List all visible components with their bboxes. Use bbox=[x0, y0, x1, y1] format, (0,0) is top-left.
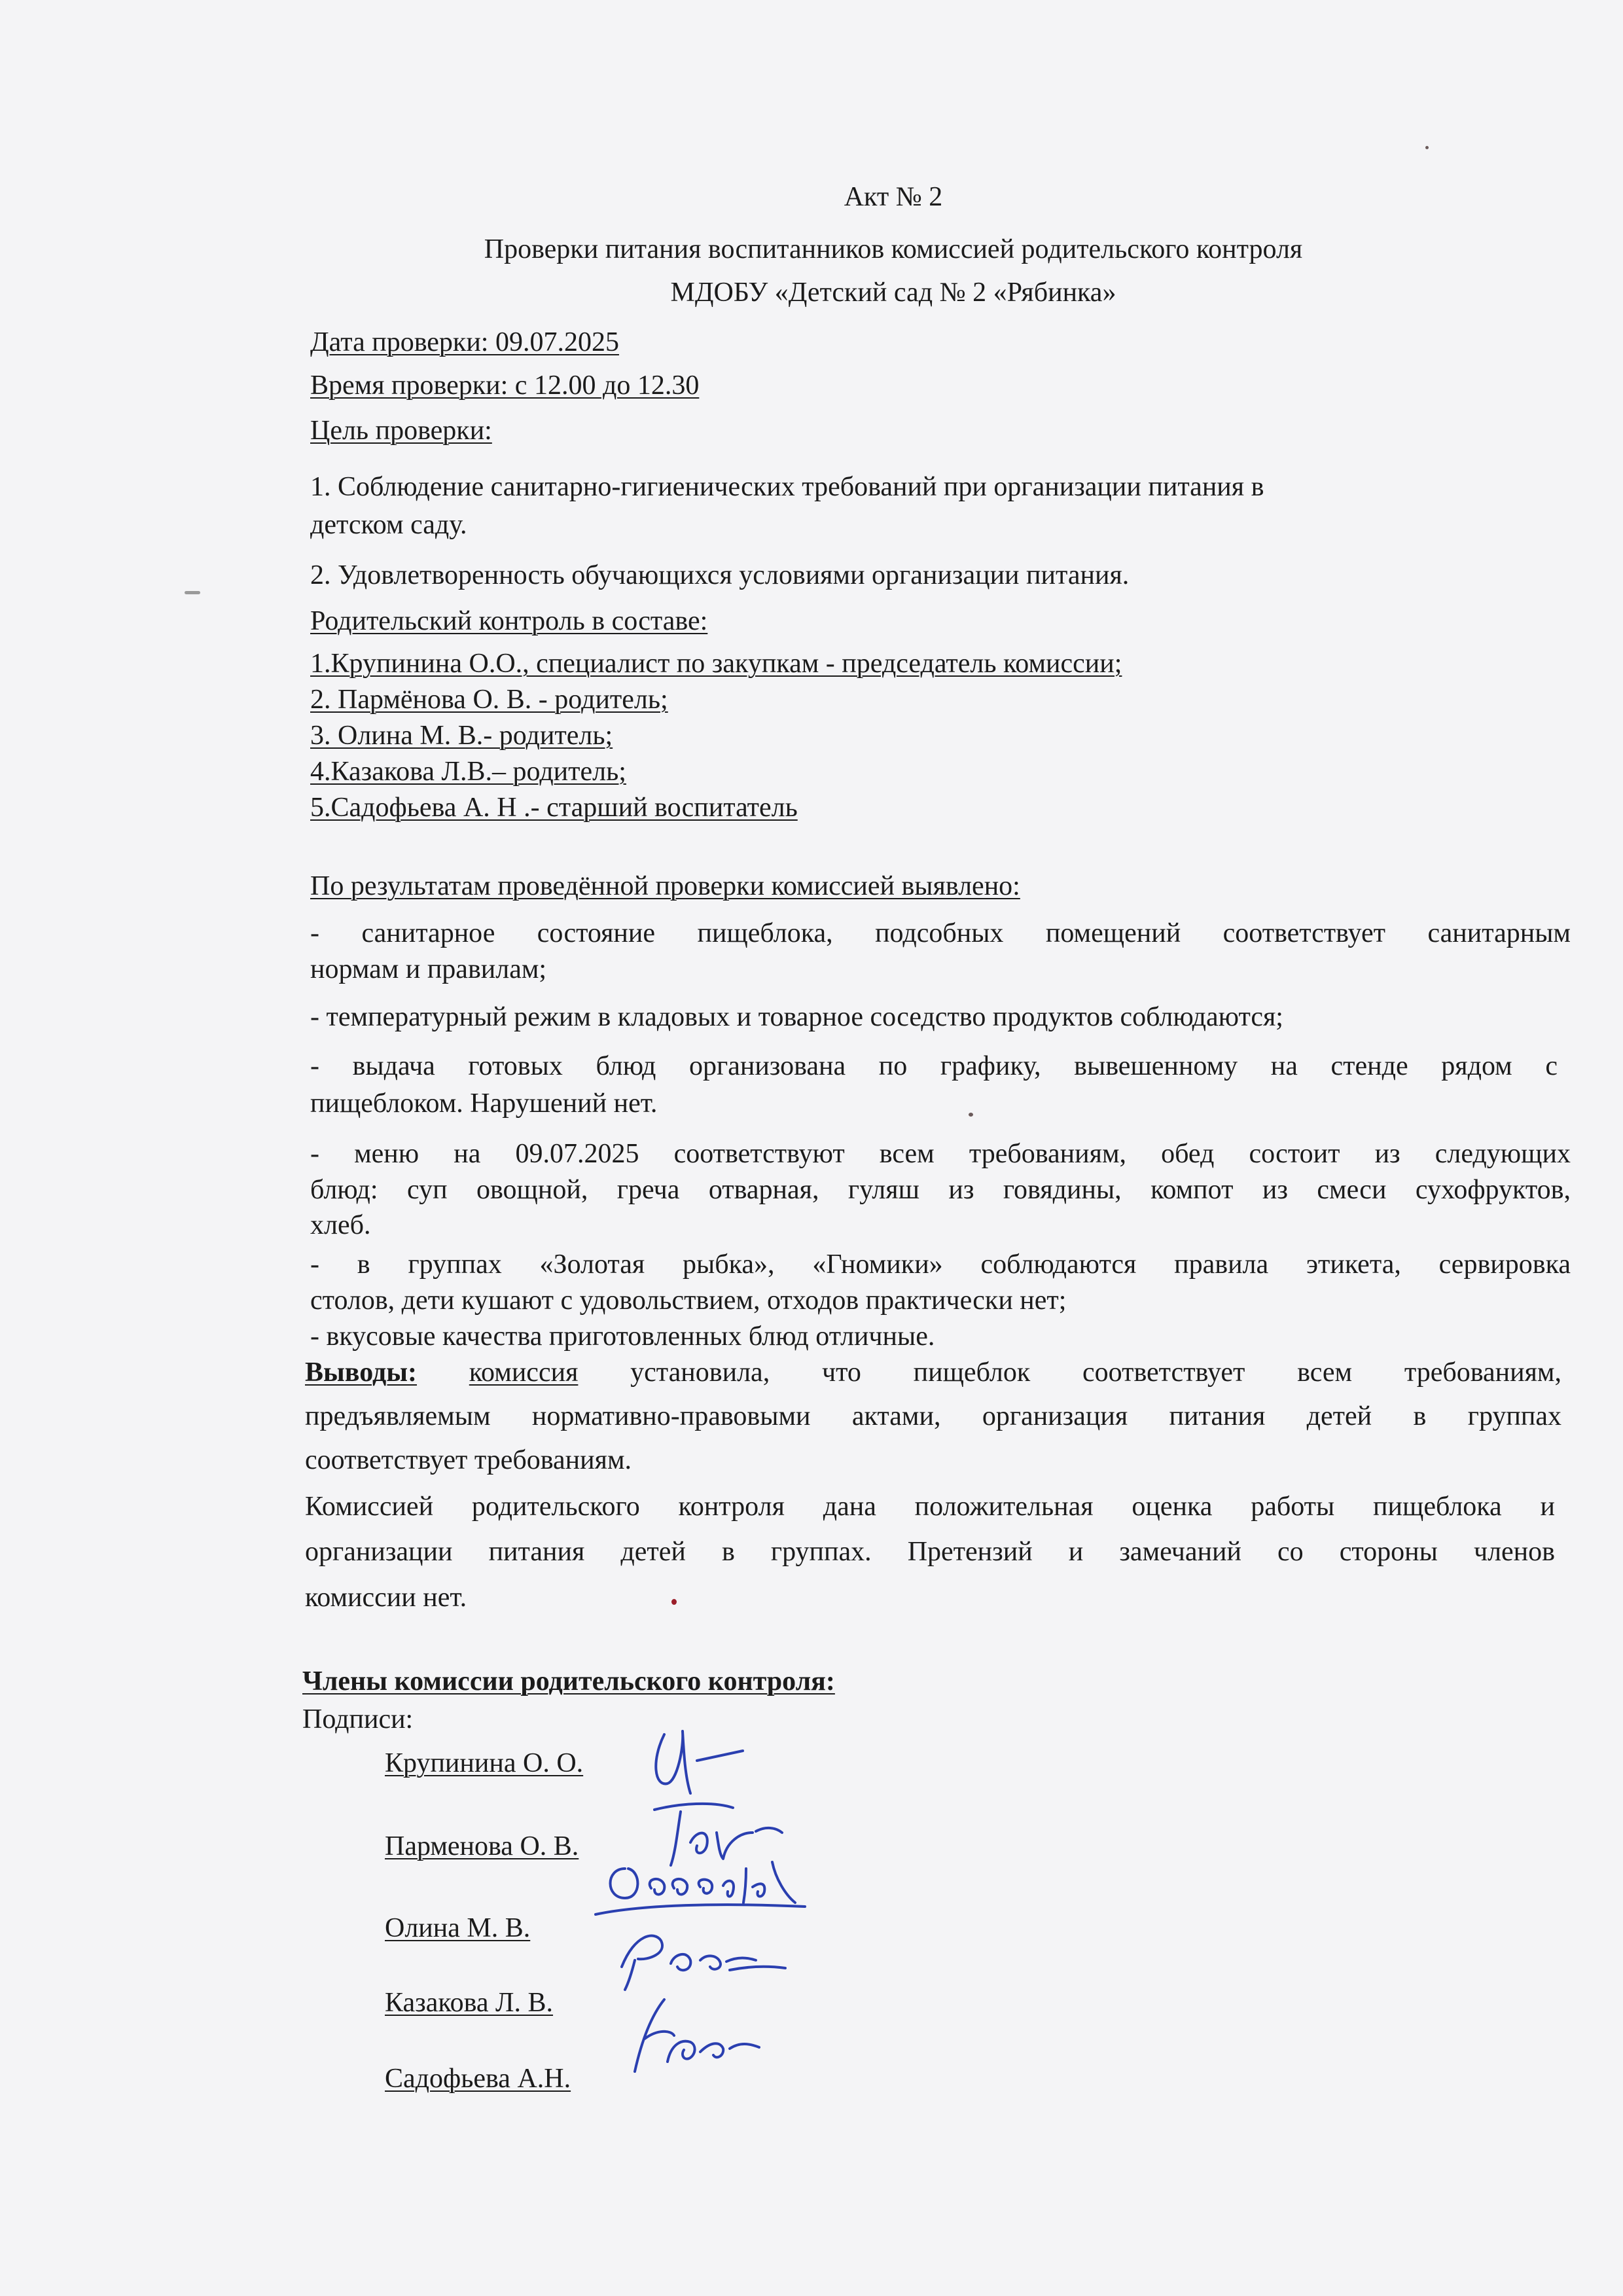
conclusions-line1-rest: установила, что пищеблок соответствует всем требованиям, bbox=[630, 1357, 1562, 1388]
member-text: Крупинина О.О., специалист по закупкам - председатель комиссии; bbox=[330, 649, 1122, 679]
conclusions-p2-line2: организации питания детей в группах. Претензий и замечаний со стороны членов bbox=[305, 1537, 1555, 1567]
result-1-line2: нормам и правилам; bbox=[310, 954, 547, 984]
goal-1-line1: 1. Соблюдение санитарно-гигиенических требований при организации питания в bbox=[310, 472, 1264, 502]
member-number: 1. bbox=[310, 649, 331, 679]
commission-member bbox=[310, 719, 613, 753]
member-number: 4. bbox=[310, 757, 331, 787]
signatures-heading: Члены комиссии родительского контроля: bbox=[302, 1666, 835, 1696]
result-5-line2: столов, дети кушают с удовольствием, отходов практически нет; bbox=[310, 1285, 1067, 1316]
scan-speck bbox=[1425, 146, 1429, 149]
commission-member bbox=[310, 791, 798, 825]
commission-heading: Родительский контроль в составе: bbox=[310, 606, 708, 636]
member-number: 3. bbox=[310, 721, 331, 751]
results-heading: По результатам проведённой проверки комиссией выявлено: bbox=[310, 871, 1020, 901]
conclusions-commission-word: комиссия bbox=[469, 1357, 579, 1388]
result-6: - вкусовые качества приготовленных блюд отличные. bbox=[310, 1321, 935, 1352]
check-date: Дата проверки: 09.07.2025 bbox=[310, 327, 619, 357]
result-4-line3: хлеб. bbox=[310, 1210, 371, 1240]
member-number: 2. bbox=[310, 685, 331, 715]
goal-heading: Цель проверки: bbox=[310, 416, 492, 446]
scan-speck bbox=[969, 1113, 973, 1117]
member-text: Садофьева А. Н .- старший воспитатель bbox=[330, 793, 798, 823]
act-subtitle: Проверки питания воспитанников комиссией родительского контроля bbox=[484, 234, 1303, 264]
act-title: Акт № 2 bbox=[844, 182, 943, 212]
result-1-line1: - санитарное состояние пищеблока, подсобных помещений соответствует санитарным bbox=[310, 918, 1571, 948]
signature-name: Олина М. В. bbox=[385, 1913, 531, 1943]
result-2: - температурный режим в кладовых и товарное соседство продуктов соблюдаются; bbox=[310, 1002, 1283, 1032]
result-5-line1: - в группах «Золотая рыбка», «Гномики» соблюдаются правила этикета, сервировка bbox=[310, 1249, 1571, 1280]
signature-name: Казакова Л. В. bbox=[385, 1988, 554, 2018]
conclusions-p2-line1: Комиссией родительского контроля дана положительная оценка работы пищеблока и bbox=[305, 1492, 1555, 1522]
signature-name: Крупинина О. О. bbox=[385, 1748, 584, 1778]
conclusions-label: Выводы: bbox=[305, 1357, 418, 1388]
signature-name: Парменова О. В. bbox=[385, 1831, 579, 1861]
scan-speck bbox=[671, 1599, 677, 1605]
scan-speck bbox=[185, 591, 200, 594]
result-4-line1: - меню на 09.07.2025 соответствуют всем требованиям, обед состоит из следующих bbox=[310, 1139, 1571, 1169]
conclusions-p2-line3: комиссии нет. bbox=[305, 1583, 467, 1613]
signatures-label: Подписи: bbox=[302, 1704, 414, 1734]
conclusions-line3: соответствует требованиям. bbox=[305, 1445, 632, 1475]
commission-member bbox=[310, 683, 668, 717]
institution-name: МДОБУ «Детский сад № 2 «Рябинка» bbox=[670, 278, 1116, 308]
goal-1-line2: детском саду. bbox=[310, 510, 467, 540]
goal-2: 2. Удовлетворенность обучающихся условиями организации питания. bbox=[310, 560, 1130, 590]
result-3-line1: - выдача готовых блюд организована по графику, вывешенному на стенде рядом с bbox=[310, 1051, 1558, 1081]
commission-member bbox=[310, 647, 1122, 681]
handwritten-signature bbox=[609, 1921, 805, 2000]
handwritten-signature bbox=[589, 1842, 825, 1928]
conclusions-line1 bbox=[305, 1355, 1561, 1390]
member-number: 5. bbox=[310, 793, 331, 823]
handwritten-signature bbox=[645, 1721, 762, 1800]
conclusions-line2: предъявляемым нормативно-правовыми актами, организация питания детей в группах bbox=[305, 1401, 1561, 1431]
member-text: Олина М. В.- родитель; bbox=[330, 721, 613, 751]
result-3-line2: пищеблоком. Нарушений нет. bbox=[310, 1088, 658, 1119]
signature-name: Садофьева А.Н. bbox=[385, 2064, 571, 2094]
result-4-line2: блюд: суп овощной, греча отварная, гуляш из говядины, компот из смеси сухофруктов, bbox=[310, 1175, 1571, 1205]
check-time: Время проверки: с 12.00 до 12.30 bbox=[310, 370, 700, 401]
handwritten-signature bbox=[618, 1990, 789, 2081]
member-text: Казакова Л.В.– родитель; bbox=[330, 757, 626, 787]
commission-member bbox=[310, 755, 626, 789]
member-text: Пармёнова О. В. - родитель; bbox=[330, 685, 668, 715]
